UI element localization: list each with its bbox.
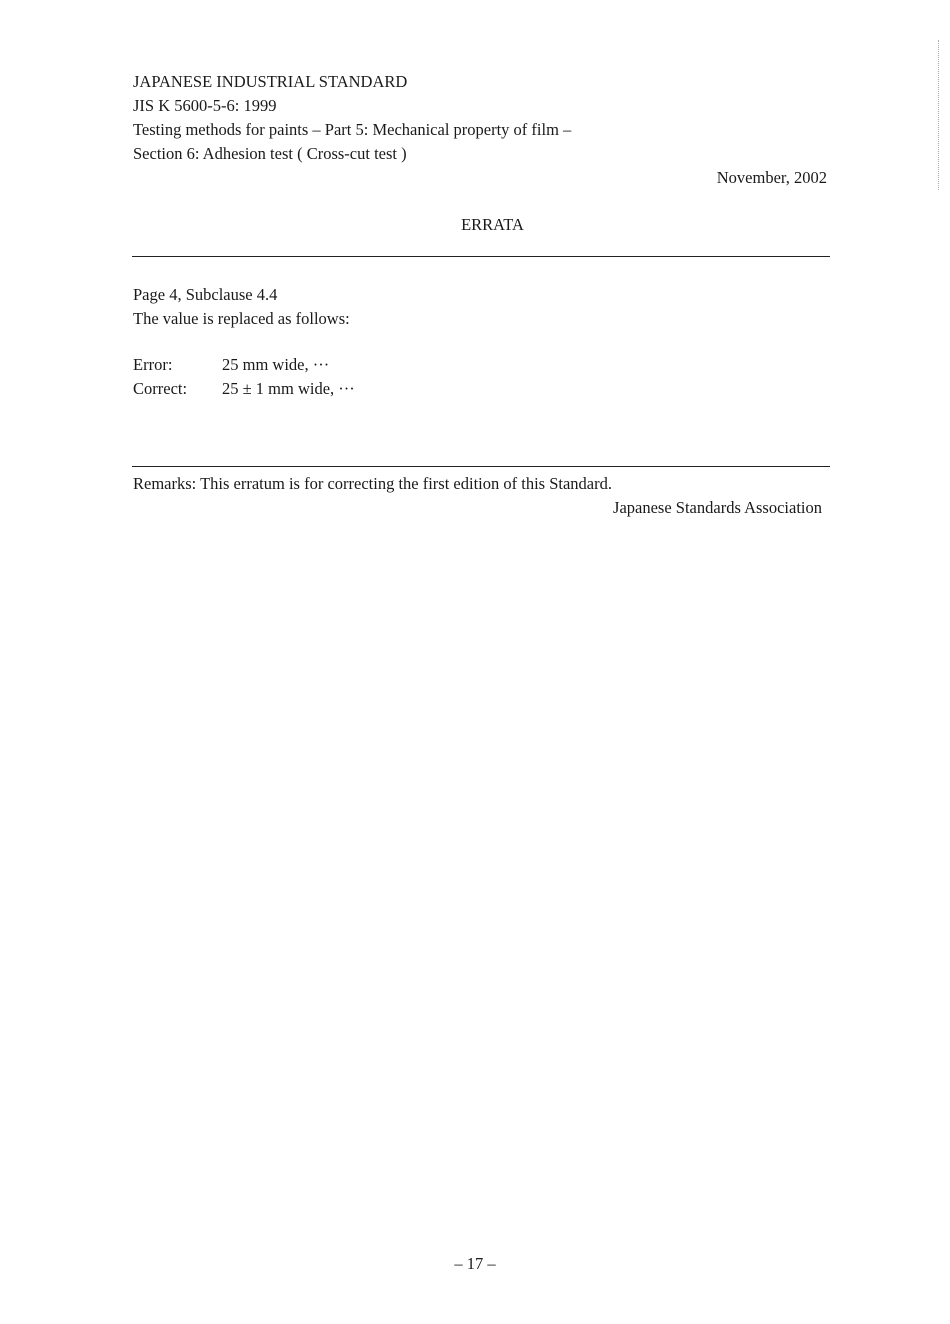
bottom-divider <box>132 466 830 467</box>
standard-title-line-2: Section 6: Adhesion test ( Cross-cut test ) <box>133 144 407 163</box>
page-number: – 17 – <box>454 1254 496 1273</box>
correct-value: 25 ± 1 mm wide, ··· <box>222 379 355 398</box>
publisher-name: Japanese Standards Association <box>613 498 822 517</box>
correction-table <box>133 353 355 401</box>
document-header <box>133 70 571 166</box>
standard-name: JAPANESE INDUSTRIAL STANDARD <box>133 72 408 91</box>
issue-date: November, 2002 <box>716 168 827 187</box>
scan-margin-marks <box>938 40 941 190</box>
standard-code: JIS K 5600-5-6: 1999 <box>133 96 277 115</box>
standard-title-line-1: Testing methods for paints – Part 5: Mechanical property of film – <box>133 120 572 139</box>
error-value: 25 mm wide, ··· <box>222 355 330 374</box>
errata-location: Page 4, Subclause 4.4 <box>133 285 278 304</box>
correct-label: Correct: <box>133 379 188 398</box>
remarks-text: Remarks: This erratum is for correcting the first edition of this Standard. <box>133 474 612 493</box>
errata-location-block <box>133 283 350 331</box>
correction-row-error <box>133 353 355 377</box>
errata-instruction: The value is replaced as follows: <box>133 309 350 328</box>
error-label: Error: <box>133 355 173 374</box>
errata-heading: ERRATA <box>461 215 524 234</box>
top-divider <box>132 256 830 257</box>
correction-row-correct <box>133 377 355 401</box>
